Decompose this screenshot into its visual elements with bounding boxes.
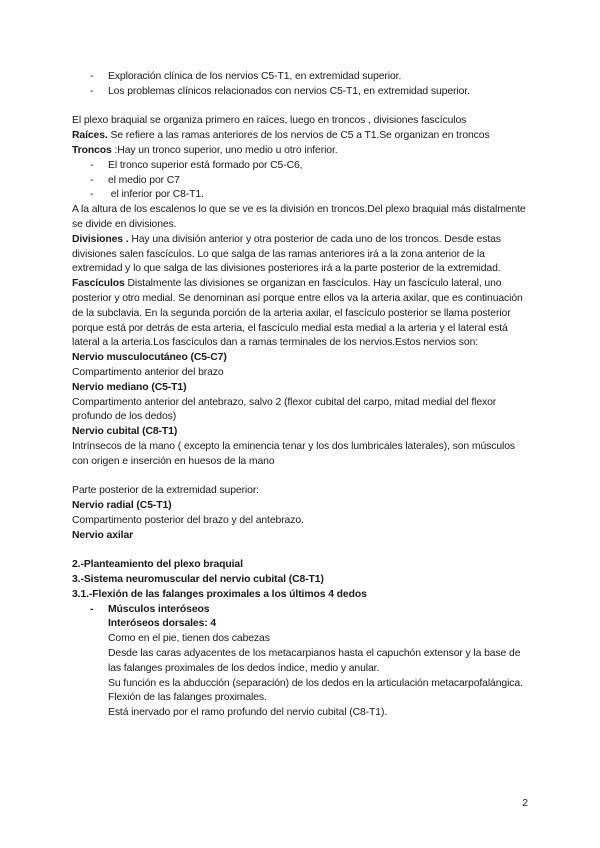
- interoseos-bullet: - Músculos interóseos: [90, 603, 210, 615]
- page-number: 2: [522, 798, 528, 809]
- nerve-name: Nervio radial (C5-T1): [72, 500, 172, 512]
- interoseos-line: Como en el pie, tienen dos cabezas: [108, 633, 270, 645]
- fasciculos-paragraph: Fascículos Distalmente las divisiones se organizan en fascículos. Hay un fascículo lateral, uno posterior y otro medial. Se denominan así porque entre ellos va la arteria axilar, que es continuación de la subclavia. En la segunda porción de la arteria axilar, el fascículo posterior se llama posterior porque está por detrás de esta arteria, el fascículo medial esta medial a la arteria y el lateral está lateral a la arteria.Los fascículos dan a ramas terminales de los nervios.Estos nervios son:: [72, 278, 523, 349]
- bullet-dash: -: [90, 71, 94, 82]
- nerve-description: Intrínsecos de la mano ( excepto la eminencia tenar y los dos lumbricales laterales), son músculos con origen e inserción en huesos de la mano: [72, 440, 515, 467]
- troncos-bullet: - El tronco superior está formado por C5-C6,: [90, 159, 303, 171]
- fasciculos-label: Fascículos: [72, 278, 125, 290]
- nerve-name: Nervio musculocutáneo (C5-C7): [72, 352, 227, 364]
- section-heading: 3.-Sistema neuromuscular del nervio cubital (C8-T1): [72, 574, 324, 586]
- page-content: [72, 70, 534, 721]
- nerve-description: Compartimento anterior del brazo: [72, 366, 224, 378]
- troncos-paragraph: Troncos :Hay un tronco superior, uno medio u otro inferior.: [72, 144, 338, 156]
- nerve-description: Compartimento anterior del antebrazo, salvo 2 (flexor cubital del carpo, mitad medial del flexor profundo de los dedos): [72, 396, 497, 423]
- nerve-name: Nervio axilar: [72, 529, 134, 541]
- posterior-heading: Parte posterior de la extremidad superior:: [72, 485, 259, 497]
- escalenos-paragraph: A la altura de los escalenos lo que se ve es la división en troncos.Del plexo braquial más distalmente se divide en divisiones.: [72, 204, 526, 230]
- interoseos-subheading: Interóseos dorsales: 4: [108, 618, 217, 630]
- nerve-description: Compartimento posterior del brazo y del antebrazo.: [72, 514, 304, 526]
- troncos-bullet: - el inferior por C8-T1.: [90, 189, 204, 201]
- interoseos-line: Desde las caras adyacentes de los metacarpianos hasta el capuchón extensor y la base de las falanges proximales de los dedos índice, medio y anular.: [108, 648, 521, 674]
- bullet-dash: -: [90, 85, 94, 97]
- section-heading: 2.-Planteamiento del plexo braquial: [72, 559, 243, 571]
- intro-bullet: - Exploración clínica de los nervios C5-T1, en extremidad superior.: [72, 70, 534, 85]
- troncos-bullet: - el medio por C7: [90, 174, 180, 186]
- interoseos-line: Su función es la abducción (separación) de los dedos en la articulación metacarpofalángica. Flexión de las falanges proximales.: [108, 677, 523, 704]
- nerve-name: Nervio mediano (C5-T1): [72, 381, 187, 393]
- nerve-name: Nervio cubital (C8-T1): [72, 426, 178, 438]
- raices-label: Raíces.: [72, 130, 108, 142]
- troncos-label: Troncos: [72, 144, 112, 156]
- plexo-intro: El plexo braquial se organiza primero en raíces, luego en troncos , divisiones fascículos: [72, 115, 467, 127]
- interoseos-line: Está inervado por el ramo profundo del nervio cubital (C8-T1).: [108, 707, 388, 719]
- raices-paragraph: Raíces. Se refiere a las ramas anteriores de los nervios de C5 a T1.Se organizan en troncos: [72, 130, 490, 142]
- section-heading: 3.1.-Flexión de las falanges proximales a los últimos 4 dedos: [72, 588, 367, 600]
- divisiones-paragraph: Divisiones . Hay una división anterior y otra posterior de cada uno de los troncos. Desde estas divisiones salen fascículos. Lo que salga de las ramas anteriores irá a la zona anterior de la extremidad y lo que salga de las divisiones posteriores irá a la parte posterior de la extremidad.: [72, 233, 501, 275]
- divisiones-label: Divisiones .: [72, 233, 129, 245]
- intro-bullet: - Los problemas clínicos relacionados con nervios C5-T1, en extremidad superior.: [72, 85, 534, 100]
